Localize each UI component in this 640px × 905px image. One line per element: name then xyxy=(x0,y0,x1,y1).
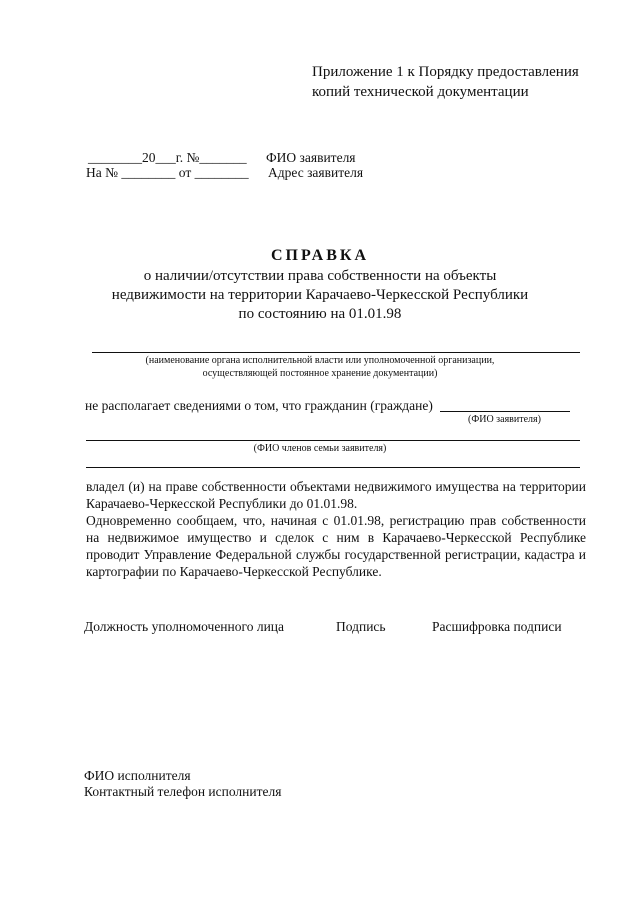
signature-label: Подпись xyxy=(336,619,386,634)
signature-decoding-label: Расшифровка подписи xyxy=(432,619,562,634)
org-caption-line-1: (наименование органа исполнительной власти или уполномоченной организации, xyxy=(145,355,495,366)
appendix-line-1: Приложение 1 к Порядку предоставления xyxy=(312,64,579,80)
body-text xyxy=(86,478,586,580)
executor-phone-label: Контактный телефон исполнителя xyxy=(84,784,282,799)
org-name-fill-line xyxy=(92,352,580,353)
position-label: Должность уполномоченного лица xyxy=(84,619,285,634)
family-caption: (ФИО членов семьи заявителя) xyxy=(253,443,387,454)
date-number-line: ________20___г. №_______ xyxy=(88,150,247,165)
applicant-name-label: ФИО заявителя xyxy=(266,150,356,165)
extra-fill-line xyxy=(86,467,580,468)
applicant-address-label: Адрес заявителя xyxy=(268,165,364,180)
family-fill-line xyxy=(86,440,580,441)
body-paragraph-1: владел (и) на праве собственности объектами недвижимого имущества на территории Карачаево-Черкесской Республики до 01.01.98. xyxy=(86,479,586,511)
statement-text: не располагает сведениями о том, что гражданин (граждане) xyxy=(85,398,433,413)
title-line-3: по состоянию на 01.01.98 xyxy=(238,306,402,322)
title-line-2: недвижимости на территории Карачаево-Черкесской Республики xyxy=(111,287,529,303)
applicant-fill-line xyxy=(440,411,570,412)
applicant-caption: (ФИО заявителя) xyxy=(468,414,541,425)
executor-label: ФИО исполнителя xyxy=(84,768,191,783)
body-paragraph-2: Одновременно сообщаем, что, начиная с 01.01.98, регистрацию прав собственности на недвижимое имущество и сделок с ним в Карачаево-Черкесской Республике проводит Управление Федеральной службы государственной регистрации, кадастра и картографии по Карачаево-Черкесской Республике. xyxy=(86,513,586,579)
org-caption-line-2: осуществляющей постоянное хранение документации) xyxy=(202,368,438,379)
appendix-note xyxy=(312,62,579,102)
appendix-line-2: копий технической документации xyxy=(312,84,529,100)
document-title: СПРАВКА xyxy=(270,247,370,264)
title-line-1: о наличии/отсутствии права собственности на объекты xyxy=(143,268,497,284)
reference-number-line: На № ________ от ________ xyxy=(86,165,249,180)
